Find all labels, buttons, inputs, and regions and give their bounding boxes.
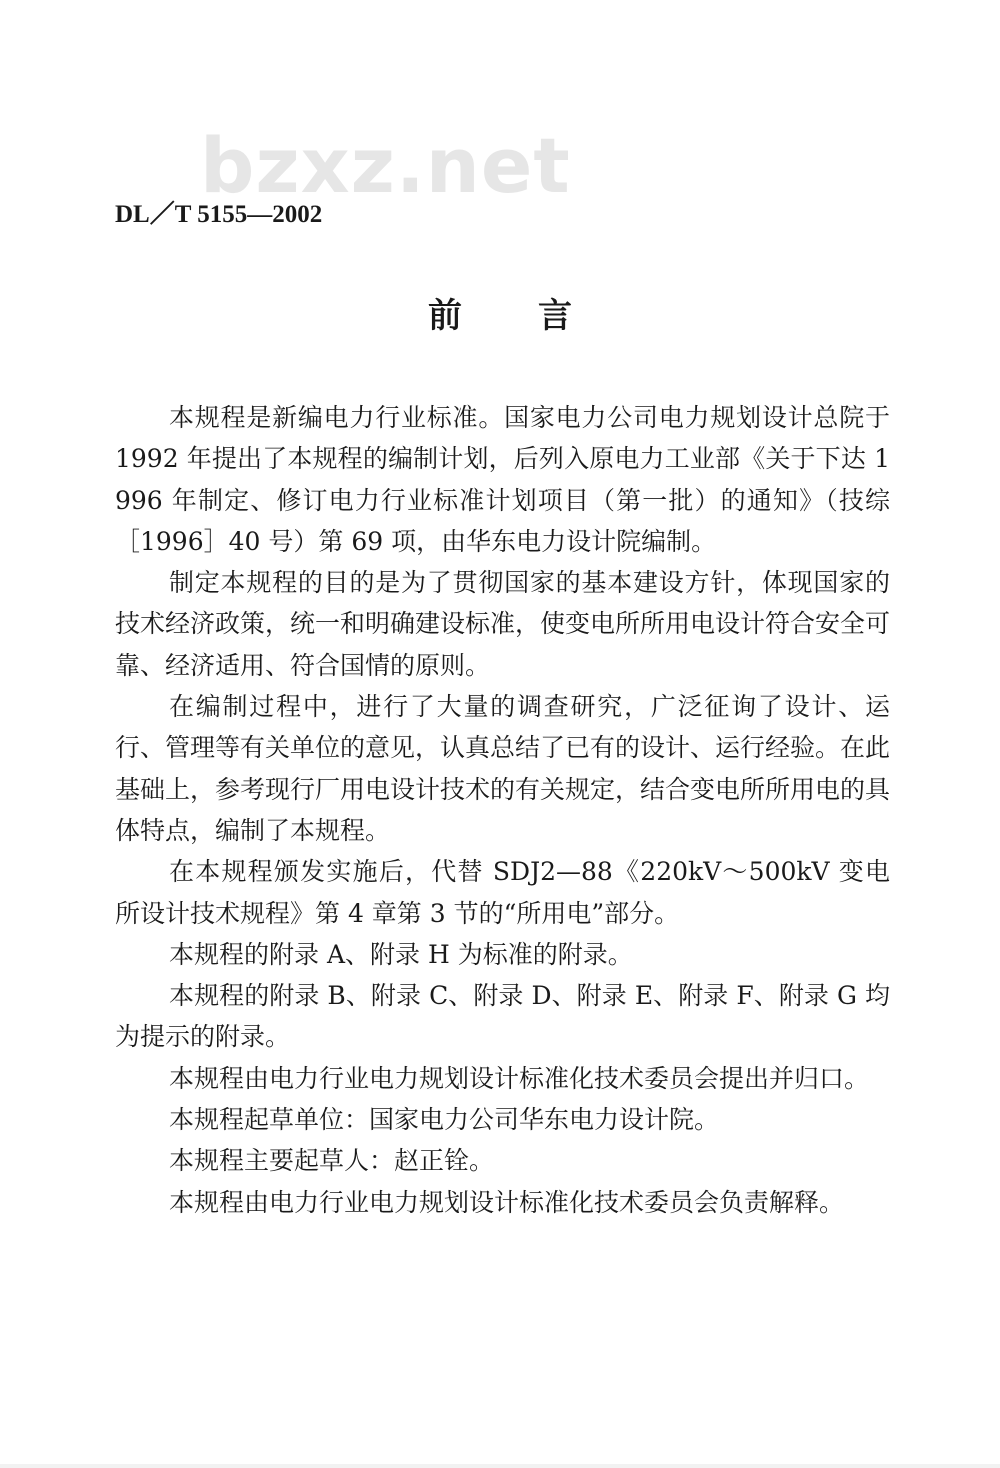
paragraph-supersedes: 在本规程颁发实施后，代替 SDJ2—88《220kV～500kV 变电所设计技术规程》第 4 章第 3 节的“所用电”部分。 — [115, 857, 890, 928]
paragraph-proposed-by: 本规程由电力行业电力规划设计标准化技术委员会提出并归口。 — [169, 1063, 870, 1093]
paragraph-background: 本规程是新编电力行业标准。国家电力公司电力规划设计总院于 1992 年提出了本规程的编制计划，后列入原电力工业部《关于下达 1996 年制定、修订电力行业标准计划项目（第一批）的通知》（技综［1996］40 号）第 69 项，由华东电力设计院编制。 — [115, 403, 890, 556]
paragraph-interpretation: 本规程由电力行业电力规划设计标准化技术委员会负责解释。 — [169, 1187, 845, 1217]
page-title: 前言 — [428, 296, 648, 336]
watermark: bzxz.net — [200, 121, 571, 210]
page-bottom-edge — [0, 1464, 1000, 1468]
paragraph-drafters: 本规程主要起草人：赵正铨。 — [169, 1146, 495, 1176]
paragraph-normative-appendices: 本规程的附录 A、附录 H 为标准的附录。 — [169, 939, 633, 969]
paragraph-informative-appendices: 本规程的附录 B、附录 C、附录 D、附录 E、附录 F、附录 G 均为提示的附录。 — [115, 981, 890, 1052]
standard-code: DL／T 5155—2002 — [115, 201, 323, 228]
preface-body — [115, 397, 890, 1223]
paragraph-drafting-unit: 本规程起草单位：国家电力公司华东电力设计院。 — [169, 1105, 720, 1135]
paragraph-process: 在编制过程中，进行了大量的调查研究，广泛征询了设计、运行、管理等有关单位的意见，认真总结了已有的设计、运行经验。在此基础上，参考现行厂用电设计技术的有关规定，结合变电所所用电的具体特点，编制了本规程。 — [115, 692, 891, 845]
paragraph-purpose: 制定本规程的目的是为了贯彻国家的基本建设方针，体现国家的技术经济政策，统一和明确建设标准，使变电所所用电设计符合安全可靠、经济适用、符合国情的原则。 — [115, 568, 891, 680]
